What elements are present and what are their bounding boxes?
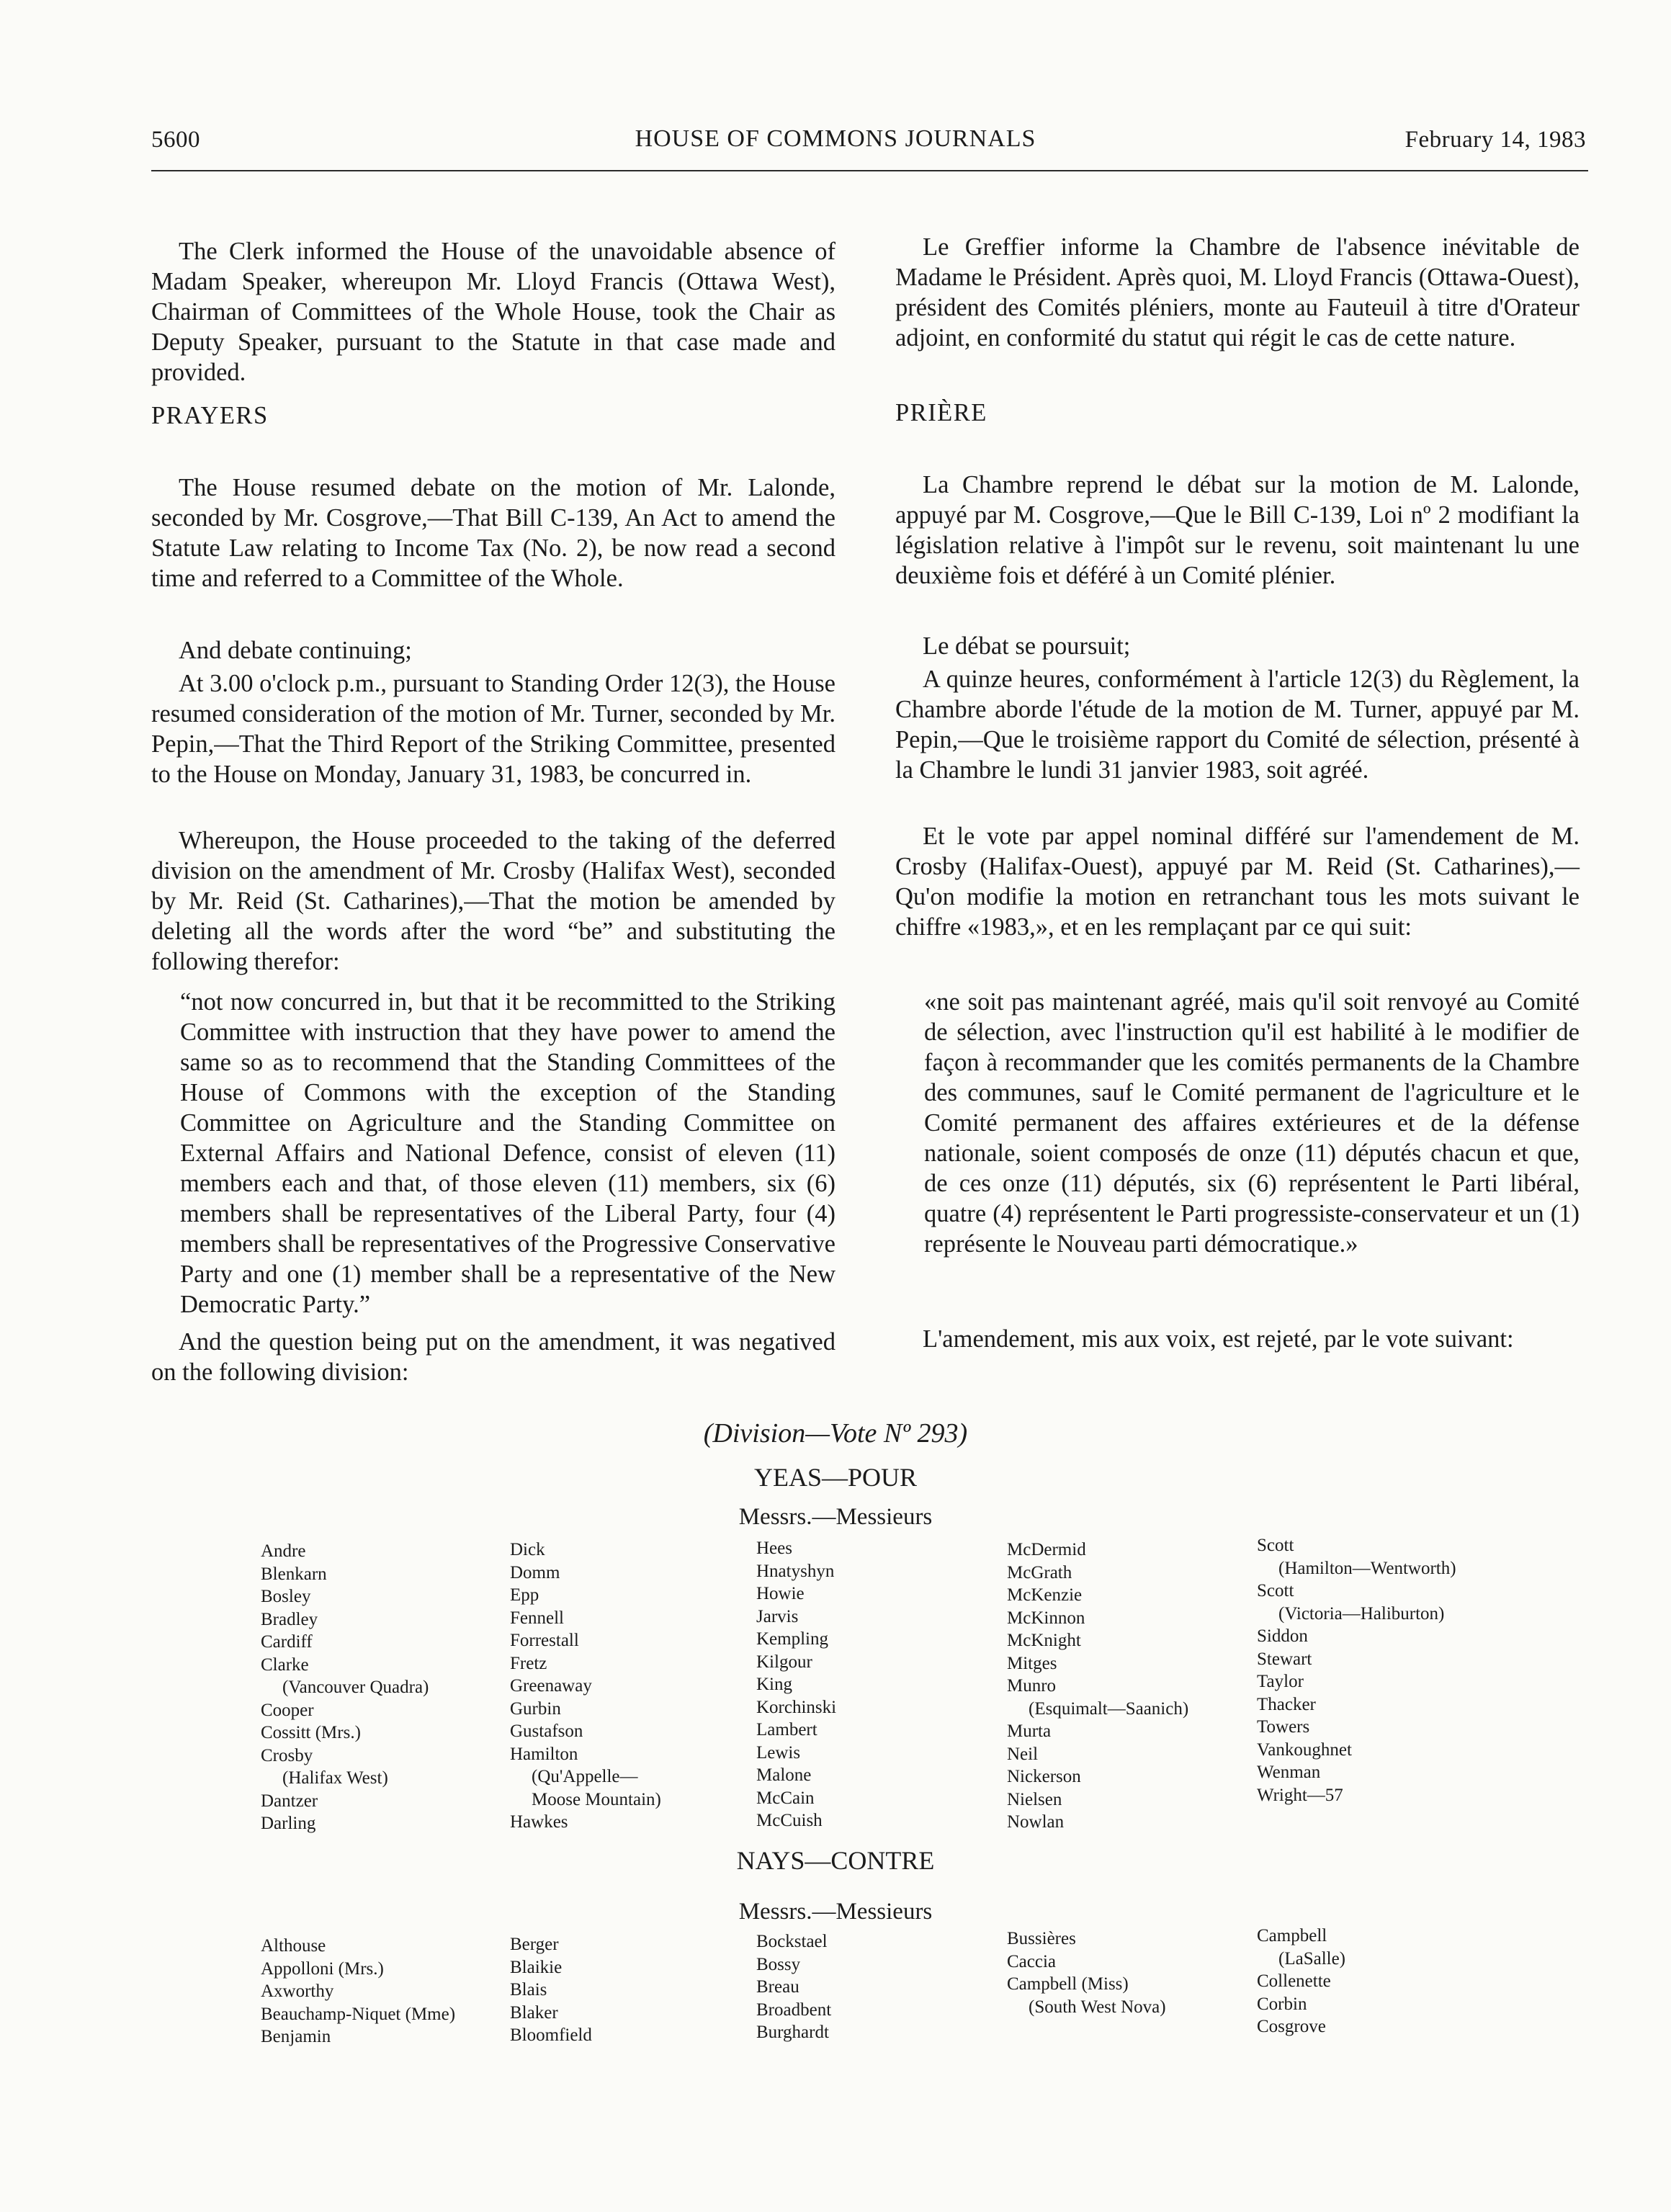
member-name: Campbell: [1257, 1926, 1327, 1945]
member-name: Blaker: [510, 2002, 558, 2023]
journal-title: HOUSE OF COMMONS JOURNALS: [635, 125, 1036, 152]
member-name: Cosgrove: [1257, 2017, 1326, 2036]
member-name: Lewis: [756, 1742, 801, 1763]
page-number: 5600: [151, 127, 200, 153]
member-name: Scott: [1257, 1536, 1294, 1555]
member-name: Blaikie: [510, 1957, 563, 1977]
english-para-striking: At 3.00 o'clock p.m., pursuant to Standing Order 12(3), the House resumed consideration of the motion of Mr. Turner, seconded by Mr. Pepin,—That the Third Report of the Striking Committee, presented to the House on Monday, January 31, 1983, be concurred in.: [151, 670, 836, 788]
member-name: Bossy: [756, 1954, 801, 1974]
member-name: McCuish: [756, 1811, 823, 1830]
member-name: Clarke: [261, 1654, 309, 1675]
member-name: Jarvis: [756, 1606, 799, 1626]
member-name: Fretz: [510, 1653, 547, 1673]
member-name: Moose Mountain): [532, 1789, 661, 1809]
english-para-whereupon: Whereupon, the House proceeded to the taking of the deferred division on the amendment of Mr. Crosby (Halifax West), seconded by Mr. Reid (St. Catharines),—That the motion be amended by deleting all the words after the word “be” and substituting the following therefor:: [151, 827, 836, 975]
french-priere-heading: PRIÈRE: [895, 399, 987, 426]
member-name: Malone: [756, 1765, 812, 1785]
member-name: Bradley: [261, 1609, 318, 1629]
member-name: (Esquimalt—Saanich): [1029, 1698, 1189, 1719]
member-name: (South West Nova): [1029, 1997, 1166, 2017]
member-name: Lambert: [756, 1720, 817, 1739]
member-name: Berger: [510, 1935, 559, 1954]
yeas-column: [1007, 1539, 1188, 1834]
member-name: Siddon: [1257, 1626, 1308, 1646]
member-name: Caccia: [1007, 1951, 1057, 1971]
english-para-debate: The House resumed debate on the motion of Mr. Lalonde, seconded by Mr. Cosgrove,—That Bill C-139, An Act to amend the Statute Law relating to Income Tax (No. 2), be now read a second time and referred to a Committee of the Whole.: [151, 474, 836, 592]
yeas-column: [510, 1539, 661, 1834]
member-name: McGrath: [1007, 1562, 1072, 1582]
member-name: Dantzer: [261, 1791, 318, 1811]
member-name: Campbell (Miss): [1007, 1974, 1129, 1994]
member-name: Burghardt: [756, 2023, 829, 2042]
member-name: Benjamin: [261, 2027, 331, 2046]
member-name: Corbin: [1257, 1994, 1307, 2014]
journal-date: February 14, 1983: [1405, 127, 1586, 153]
member-name: Howie: [756, 1584, 805, 1603]
member-name: McKinnon: [1007, 1608, 1085, 1628]
member-name: Neil: [1007, 1744, 1039, 1764]
member-name: Gurbin: [510, 1698, 561, 1719]
member-name: Munro: [1007, 1676, 1057, 1696]
member-name: Korchinski: [756, 1697, 837, 1717]
member-name: Gustafson: [510, 1721, 583, 1741]
member-name: Althouse: [261, 1936, 326, 1956]
member-name: McKenzie: [1007, 1585, 1083, 1605]
nays-column: [261, 1935, 455, 2048]
member-name: Nielsen: [1007, 1789, 1062, 1809]
french-para-debat: La Chambre reprend le débat sur la motion de M. Lalonde, appuyé par M. Cosgrove,—Que le Bill C-139, Loi nº 2 modifiant la législation relative à l'impôt sur le revenu, soit maintenant lu une deuxième fois et déféré à un Comité plénier.: [895, 471, 1580, 589]
french-para-vote: Et le vote par appel nominal différé sur l'amendement de M. Crosby (Halifax-Ouest), appuyé par M. Reid (St. Catharines),—Qu'on modifie la motion en retranchant tous les mots suivant le chiffre «1983,», et en les remplaçant par ce qui suit:: [895, 823, 1580, 941]
member-name: Bockstael: [756, 1932, 828, 1951]
member-name: Thacker: [1257, 1694, 1316, 1714]
member-name: McKnight: [1007, 1631, 1081, 1650]
member-name: Axworthy: [261, 1982, 334, 2001]
header-rule: [151, 170, 1588, 171]
member-name: Bosley: [261, 1587, 311, 1606]
member-name: McCain: [756, 1788, 815, 1808]
english-para-clerk: The Clerk informed the House of the unavoidable absence of Madam Speaker, whereupon Mr. Lloyd Francis (Ottawa West), Chairman of Committees of the Whole House, took the Chair as Deputy Speaker, pursuant to the Statute in that case made and provided.: [151, 238, 836, 386]
nays-heading: NAYS—CONTRE: [736, 1846, 935, 1875]
member-name: Bloomfield: [510, 2025, 592, 2045]
member-name: Cooper: [261, 1700, 314, 1720]
nays-column: [1257, 1925, 1345, 2038]
member-name: Hawkes: [510, 1812, 568, 1832]
member-name: King: [756, 1675, 792, 1694]
member-name: Greenaway: [510, 1676, 592, 1696]
member-name: Vankoughnet: [1257, 1739, 1352, 1760]
english-para-continuing: And debate continuing;: [179, 637, 412, 664]
member-name: Taylor: [1257, 1672, 1304, 1691]
member-name: Fennell: [510, 1608, 564, 1628]
member-name: Cossitt (Mrs.): [261, 1723, 361, 1742]
french-para-poursuit: Le débat se poursuit;: [923, 632, 1131, 660]
member-name: (Hamilton—Wentworth): [1278, 1558, 1456, 1578]
member-name: (Vancouver Quadra): [282, 1678, 429, 1697]
member-name: McDermid: [1007, 1540, 1086, 1559]
member-name: Kilgour: [756, 1652, 812, 1672]
member-name: Kempling: [756, 1629, 828, 1649]
member-name: Crosby: [261, 1745, 313, 1765]
nays-column: [1007, 1927, 1166, 2018]
yeas-column: [1257, 1534, 1456, 1806]
french-para-greffier: Le Greffier informe la Chambre de l'absence inévitable de Madame le Président. Après quoi, M. Lloyd Francis (Ottawa-Ouest), président des Comités pléniers, monte au Fauteuil à titre d'Orateur adjoint, en conformité du statut qui régit le cas de cette nature.: [895, 233, 1580, 351]
member-name: Nowlan: [1007, 1812, 1065, 1832]
member-name: Darling: [261, 1814, 316, 1833]
member-name: Dick: [510, 1540, 545, 1559]
member-name: (Qu'Appelle—: [532, 1767, 638, 1786]
french-amendment-quote: «ne soit pas maintenant agréé, mais qu'il soit renvoyé au Comité de sélection, avec l'instruction qu'il est habilité à le modifier de façon à recommander que les comités permanents de la Chambre des communes, sauf le Comité permanent de l'agriculture et le Comité permanent des affaires extérieures et de la défense nationale, soient composés de onze (11) députés chacun et que, de ces onze (11) députés, six (6) représentent le Parti libéral, quatre (4) représentent le Parti progressiste-conservateur et un (1) représente le Nouveau parti démocratique.»: [924, 988, 1580, 1258]
member-name: Hees: [756, 1539, 792, 1558]
member-name: Breau: [756, 1977, 799, 1997]
member-name: Beauchamp-Niquet (Mme): [261, 2004, 456, 2024]
member-name: (Halifax West): [282, 1768, 388, 1788]
member-name: Mitges: [1007, 1653, 1057, 1673]
nays-column: [756, 1930, 831, 2044]
member-name: Bussières: [1007, 1929, 1076, 1948]
member-name: Towers: [1257, 1717, 1310, 1737]
nays-column: [510, 1933, 592, 2047]
member-name: Wright—57: [1257, 1785, 1343, 1805]
member-name: Appolloni (Mrs.): [261, 1958, 384, 1979]
english-prayers-heading: PRAYERS: [151, 402, 269, 429]
english-para-question: And the question being put on the amendment, it was negatived on the following division:: [151, 1328, 836, 1386]
member-name: Murta: [1007, 1721, 1052, 1741]
member-name: Blais: [510, 1980, 547, 2000]
yeas-column: [756, 1537, 836, 1832]
member-name: (LaSalle): [1278, 1948, 1346, 1969]
member-name: Blenkarn: [261, 1564, 327, 1584]
nays-messrs: Messrs.—Messieurs: [738, 1899, 933, 1925]
member-name: Domm: [510, 1562, 560, 1582]
member-name: (Victoria—Haliburton): [1278, 1603, 1445, 1624]
french-para-quinze: A quinze heures, conformément à l'article 12(3) du Règlement, la Chambre aborde l'étude de la motion de M. Turner, appuyé par M. Pepin,—Que le troisième rapport du Comité de sélection, présenté à la Chambre le lundi 31 janvier 1983, soit agréé.: [895, 666, 1580, 784]
french-para-rejete: L'amendement, mis aux voix, est rejeté, par le vote suivant:: [923, 1325, 1514, 1353]
member-name: Stewart: [1257, 1649, 1312, 1669]
member-name: Broadbent: [756, 2000, 832, 2020]
member-name: Forrestall: [510, 1631, 579, 1650]
member-name: Hnatyshyn: [756, 1561, 835, 1581]
member-name: Scott: [1257, 1581, 1294, 1600]
member-name: Andre: [261, 1541, 306, 1561]
english-amendment-quote: “not now concurred in, but that it be recommitted to the Striking Committee with instruction that they have power to amend the same so as to recommend that the Standing Committees of the House of Commons with the exception of the Standing Committee on Agriculture and the Standing Committee on External Affairs and National Defence, consist of eleven (11) members each and that, of those eleven (11) members, six (6) members shall be representatives of the Liberal Party, four (4) members shall be representatives of the Progressive Conservative Party and one (1) member shall be a representative of the New Democratic Party.”: [180, 988, 836, 1318]
yeas-messrs: Messrs.—Messieurs: [738, 1504, 933, 1530]
member-name: Cardiff: [261, 1632, 313, 1652]
member-name: Epp: [510, 1585, 539, 1605]
yeas-column: [261, 1540, 429, 1835]
division-title: (Division—Vote Nº 293): [703, 1418, 968, 1448]
member-name: Hamilton: [510, 1744, 578, 1764]
member-name: Nickerson: [1007, 1767, 1081, 1786]
member-name: Collenette: [1257, 1971, 1331, 1991]
yeas-heading: YEAS—POUR: [753, 1463, 918, 1492]
member-name: Wenman: [1257, 1763, 1321, 1782]
